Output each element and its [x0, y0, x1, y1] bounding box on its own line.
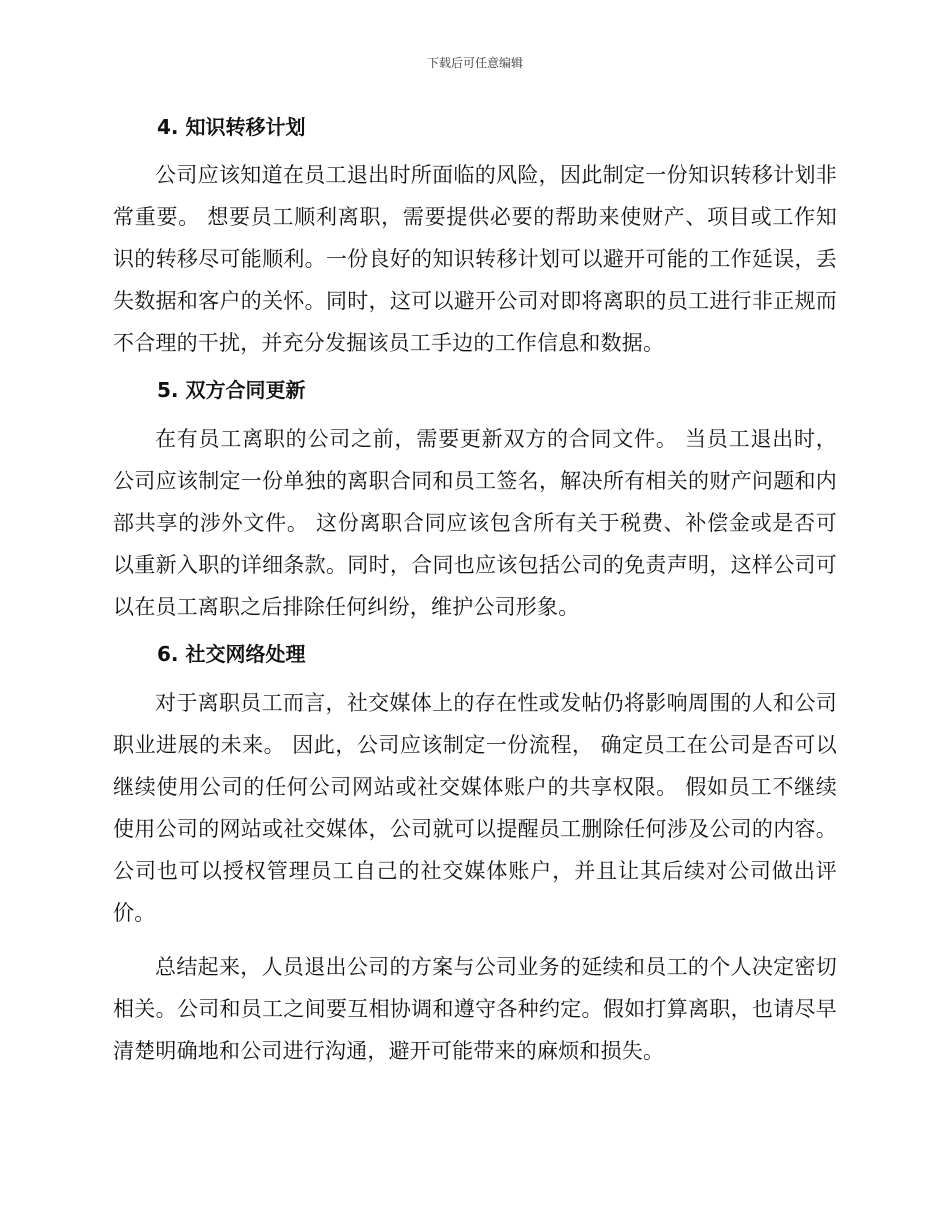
section-heading-contract-update: 5. 双方合同更新 — [157, 378, 306, 402]
section-paragraph-social-network: 对于离职员工而言，社交媒体上的存在性或发帖仍将影响周围的人和公司职业进展的未来。 因此，公司应该制定一份流程， 确定员工在公司是否可以继续使用公司的任何公司网站或社交媒体账户的共享权限。 假如员工不继续使用公司的网站或社交媒体，公司就可以提醒员工删除任何涉及公司的内容。公司也可以授权管理员工自己的社交媒体账户，并且让其后续对公司做出评价。 — [113, 691, 837, 925]
section-heading-knowledge-transfer: 4. 知识转移计划 — [157, 115, 306, 139]
section-heading-social-network: 6. 社交网络处理 — [157, 642, 306, 666]
summary-paragraph: 总结起来，人员退出公司的方案与公司业务的延续和员工的个人决定密切相关。公司和员工之间要互相协调和遵守各种约定。假如打算离职，也请尽早清楚明确地和公司进行沟通，避开可能带来的麻烦和损失。 — [113, 955, 837, 1063]
section-paragraph-knowledge-transfer: 公司应该知道在员工退出时所面临的风险，因此制定一份知识转移计划非常重要。 想要员工顺利离职，需要提供必要的帮助来使财产、项目或工作知识的转移尽可能顺利。一份良好的知识转移计划可以避开可能的工作延误，丢失数据和客户的关怀。同时，这可以避开公司对即将离职的员工进行非正规而不合理的干扰，并充分发掘该员工手边的工作信息和数据。 — [113, 163, 837, 355]
page-header: 下载后可任意编辑 — [426, 56, 523, 70]
section-paragraph-contract-update: 在有员工离职的公司之前，需要更新双方的合同文件。 当员工退出时，公司应该制定一份单独的离职合同和员工签名，解决所有相关的财产问题和内部共享的涉外文件。 这份离职合同应该包含所有关于税费、补偿金或是否可以重新入职的详细条款。同时，合同也应该包括公司的免责声明，这样公司可以在员工离职之后排除任何纠纷，维护公司形象。 — [113, 427, 837, 619]
document-body — [113, 111, 837, 1072]
